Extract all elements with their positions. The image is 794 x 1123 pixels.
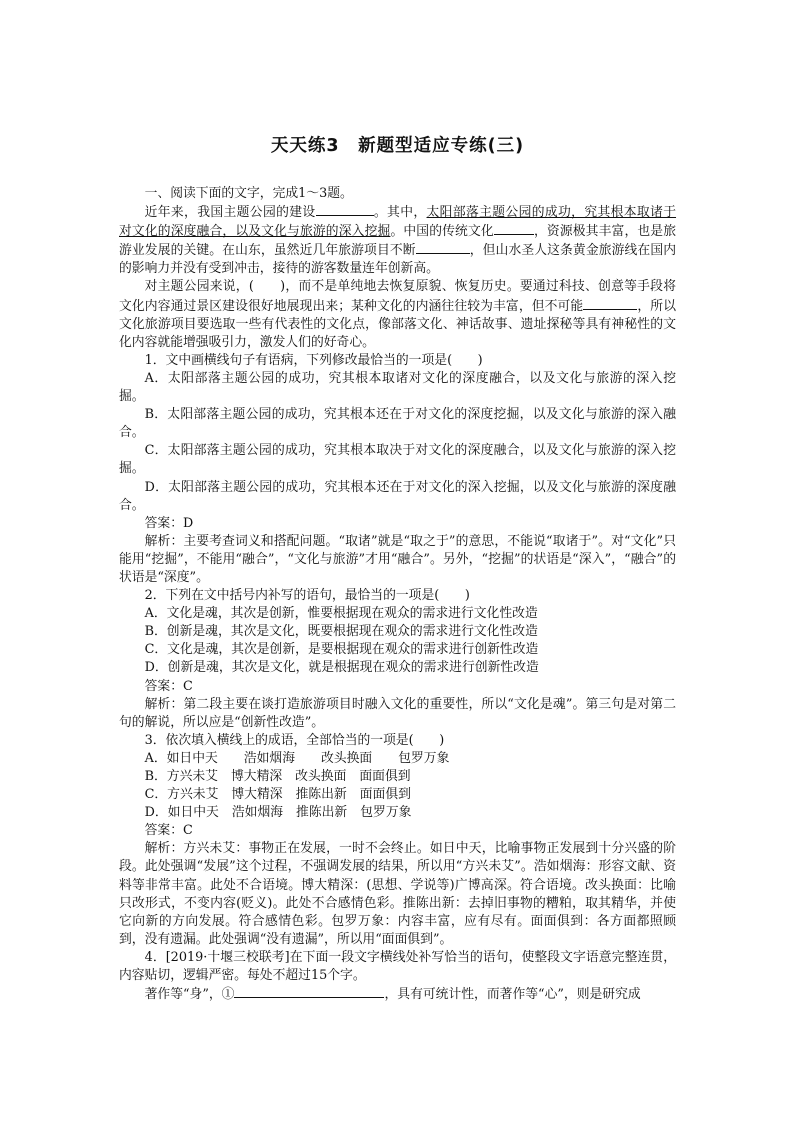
passage-text: ，具有可统计性，而著作等“心”，则是研究成 — [384, 987, 641, 1003]
passage-text: ，但山水圣人这条黄金旅游线在国内的影响力并没有受到冲击，接待的游客数量连年创新高。 — [119, 243, 677, 277]
option-term: 改头换面 — [295, 769, 347, 784]
passage-text: 近年来，我国主题公园的建设 — [144, 205, 316, 221]
option-term: 博大精深 — [230, 769, 283, 784]
question-1-option-a: A．太阳部落主题公园的成功，究其根本取诸对文化的深度融合，以及文化与旅游的深入挖掘。 — [119, 370, 676, 405]
passage-text: ，所以文化旅游项目要选取一些有代表性的文化点，像部落文化、神话故事、遗址探秘等具有神秘性的文化内容就能增强吸引力，激发人们的好奇心。 — [119, 298, 677, 350]
option-term: 博大精深 — [231, 787, 283, 803]
page-title: 天天练3 新题型适应专练(三) — [270, 136, 525, 156]
question-3-option-d — [119, 804, 676, 822]
question-2-option-a: A．文化是魂，其次是创新，惟要根据现在观众的需求进行文化性改造 — [144, 606, 538, 622]
option-term: 改头换面 — [321, 750, 373, 766]
option-term: 包罗万象 — [360, 805, 412, 821]
question-1-option-c: C．太阳部落主题公园的成功，究其根本取决于对文化的深度融合，以及文化与旅游的深入挖掘。 — [119, 443, 676, 477]
fill-blank — [234, 985, 384, 998]
fill-blank — [583, 297, 637, 310]
option-term: 面面俱到 — [359, 769, 411, 784]
option-term: C．方兴未艾 — [144, 787, 219, 803]
option-term: A．如日中天 — [144, 750, 218, 766]
question-2-answer: 答案：C — [144, 678, 193, 694]
option-term: 面面俱到 — [359, 787, 411, 803]
question-3-option-c — [119, 786, 676, 804]
underlined-sentence: 太阳部落主题公园的成功，究其根本取诸于对文化的深度融合，以及文化与旅游的深入挖掘 — [119, 205, 677, 240]
fill-blank — [494, 222, 534, 235]
option-term: B．方兴未艾 — [144, 769, 218, 784]
question-3-option-a — [119, 750, 676, 768]
option-term: 浩如烟海 — [231, 805, 284, 821]
passage-paragraph-1 — [119, 203, 676, 278]
section-heading: 一、阅读下面的文字，完成1～3题。 — [144, 186, 353, 201]
option-term: D．如日中天 — [144, 805, 219, 821]
option-term: 推陈出新 — [296, 805, 348, 821]
question-1-stem: 1．文中画横线句子有语病，下列修改最恰当的一项是( ) — [144, 352, 483, 368]
passage-text: 。其中， — [373, 205, 427, 221]
option-term: 推陈出新 — [295, 787, 347, 803]
question-2-stem: 2．下列在文中括号内补写的语句，最恰当的一项是( ) — [144, 588, 470, 604]
passage-text: ，资源极其丰富，也是旅游业发展的关键。在山东，虽然近几年旅游项目不断 — [119, 224, 677, 259]
document-body — [119, 185, 676, 1004]
question-1-option-b: B．太阳部落主题公园的成功，究其根本还在于对文化的深度挖掘，以及文化与旅游的深入融合。 — [119, 407, 676, 441]
question-4-passage — [119, 985, 676, 1004]
question-3-analysis: 解析：方兴未艾：事物正在发展，一时不会终止。如日中天，比喻事物正发展到十分兴盛的阶段。此处强调“发展”这个过程，不强调发展的结果，所以用“方兴未艾”。浩如烟海：形容文献、资料等非常丰富。此处不合语境。博大精深：(思想、学说等)广博高深。符合语境。改头换面：比喻只改形式，不变内容(贬义)。此处不合感情色彩。推陈出新：去掉旧事物的糟粕，取其精华，并使它向新的方向发展。符合感情色彩。包罗万象：内容丰富，应有尽有。面面俱到：各方面都照顾到，没有遗漏。此处强调“没有遗漏”，所以用“面面俱到”。 — [119, 841, 676, 947]
passage-text: 。中国的传统文化 — [390, 224, 494, 240]
question-2-option-c: C．文化是魂，其次是创新，是要根据现在观众的需求进行创新性改造 — [144, 642, 539, 658]
question-1-answer: 答案：D — [144, 515, 194, 531]
passage-paragraph-2 — [119, 278, 676, 351]
fill-blank — [316, 203, 374, 216]
question-1-analysis: 解析：主要考查词义和搭配问题。“取诸”就是“取之于”的意思，不能说“取诸于”。对“文化”只能用“挖掘”，不能用“融合”，“文化与旅游”才用“融合”。另外，“挖掘”的状语是“深入”，“融合”的状语是“深度”。 — [119, 533, 676, 585]
question-3-option-b — [119, 768, 676, 786]
question-3-answer: 答案：C — [144, 823, 193, 839]
passage-text: 对主题公园来说，( )，而不是单纯地去恢复原貌、恢复历史。要通过科技、创意等手段将文化内容通过景区建设很好地展现出来；某种文化的内涵往往较为丰富，但不可能 — [119, 279, 676, 314]
question-3-stem: 3．依次填入横线上的成语，全部恰当的一项是( ) — [144, 732, 445, 748]
option-term: 浩如烟海 — [243, 750, 296, 766]
question-2-option-b: B．创新是魂，其次是文化，既要根据现在观众的需求进行文化性改造 — [144, 624, 538, 640]
option-term: 包罗万象 — [398, 750, 450, 766]
question-2-analysis: 解析：第二段主要在谈打造旅游项目时融入文化的重要性，所以“文化是魂”。第三句是对第二句的解说，所以应是“创新性改造”。 — [119, 696, 676, 730]
passage-text: 著作等“身”，① — [144, 987, 235, 1003]
fill-blank — [416, 241, 470, 254]
question-2-option-d: D．创新是魂，其次是文化，就是根据现在观众的需求进行创新性改造 — [144, 660, 539, 676]
question-1-option-d: D．太阳部落主题公园的成功，究其根本还在于对文化的深入挖掘，以及文化与旅游的深度融合。 — [119, 479, 676, 513]
question-4-stem: 4．[2019·十堰三校联考]在下面一段文字横线处补写恰当的语句，使整段文字语意完整连贯，内容贴切，逻辑严密。每处不超过15个字。 — [119, 949, 676, 984]
